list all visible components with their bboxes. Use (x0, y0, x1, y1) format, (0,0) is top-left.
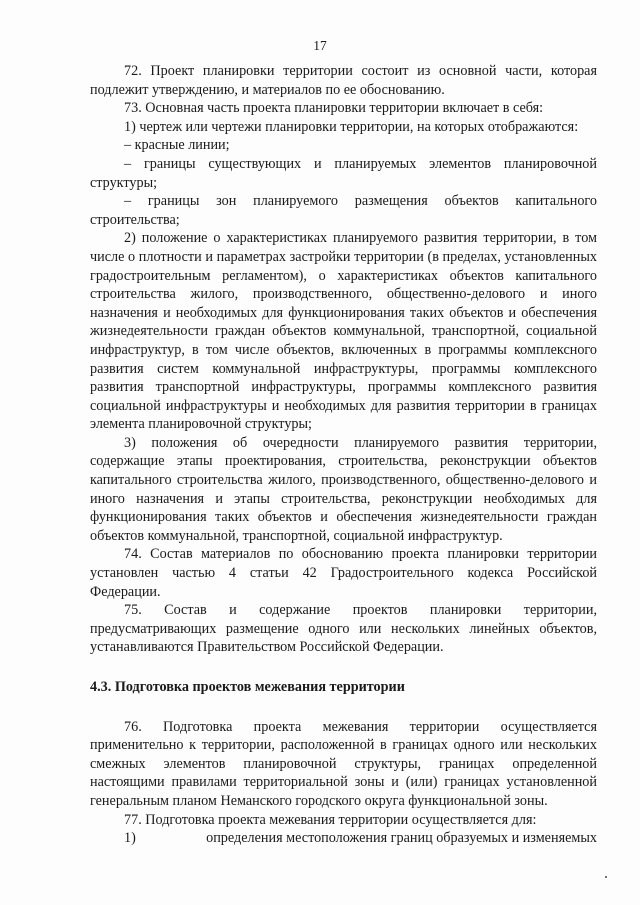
paragraph-73: 73. Основная часть проекта планировки территории включает в себя: (124, 100, 544, 117)
paragraph-77: 77. Подготовка проекта межевания территории осуществляется для: (124, 811, 537, 828)
paragraph-75: 75. Состав и содержание проектов планировки территории, предусматривающих размещение одного или нескольких линейных объектов, устанавливаются Правительством Российской Федерации. (90, 602, 597, 656)
paragraph-72: 72. Проект планировки территории состоит из основной части, которая подлежит утверждению, и материалов по ее обоснованию. (90, 63, 597, 98)
document-body (90, 62, 597, 848)
list-item-3: 3) положения об очередности планируемого развития территории, содержащие этапы проектирования, строительства, реконструкции объектов капитального строительства жилого, производственного, общественно-делового и иного назначения и этапы строительства, реконструкции необходимых для функционирования таких объектов и обеспечения жизнедеятельности граждан объектов коммунальной, транспортной, социальной инфраструктур. (90, 434, 597, 544)
dash-item-red-lines: – красные линии; (124, 137, 230, 154)
list-item-number: 1) (124, 830, 136, 847)
dash-item-zone-borders: – границы зон планируемого размещения объектов капитального строительства; (90, 193, 597, 228)
list-item-77-1 (90, 829, 597, 848)
paragraph-76: 76. Подготовка проекта межевания территории осуществляется применительно к территории, расположенной в границах одного или нескольких смежных элементов планировочной структуры, границах определенной настоящими правилами территориальной зоны и (или) границах установленной генеральным планом Неманского городского округа функциональной зоны. (90, 718, 597, 809)
scan-speck (605, 876, 607, 878)
list-item-2: 2) положение о характеристиках планируемого развития территории, в том числе о плотности и параметрах застройки территории (в пределах, установленных градостроительным регламентом), о характеристиках объектов капитального строительства жилого, производственного, общественно-делового и иного назначения и необходимых для функционирования таких объектов и обеспечения жизнедеятельности граждан объектов коммунальной, транспортной, социальной инфраструктур, в том числе объектов, включенных в программы комплексного развития систем коммунальной инфраструктуры, программы комплексного развития транспортной инфраструктуры, программы комплексного развития социальной инфраструктуры и необходимых для развития территории в границах элемента планировочной структуры; (90, 230, 597, 433)
section-heading: 4.3. Подготовка проектов межевания территории (90, 679, 405, 695)
page-number: 17 (313, 38, 327, 53)
list-item-text: определения местоположения границ образуемых и изменяемых (206, 830, 597, 847)
list-item-1: 1) чертеж или чертежи планировки территории, на которых отображаются: (124, 118, 579, 135)
dash-item-structure-borders: – границы существующих и планируемых элементов планировочной структуры; (90, 155, 597, 191)
paragraph-74: 74. Состав материалов по обоснованию проекта планировки территории установлен частью 4 статьи 42 Градостроительного кодекса Российской Федерации. (90, 546, 597, 600)
